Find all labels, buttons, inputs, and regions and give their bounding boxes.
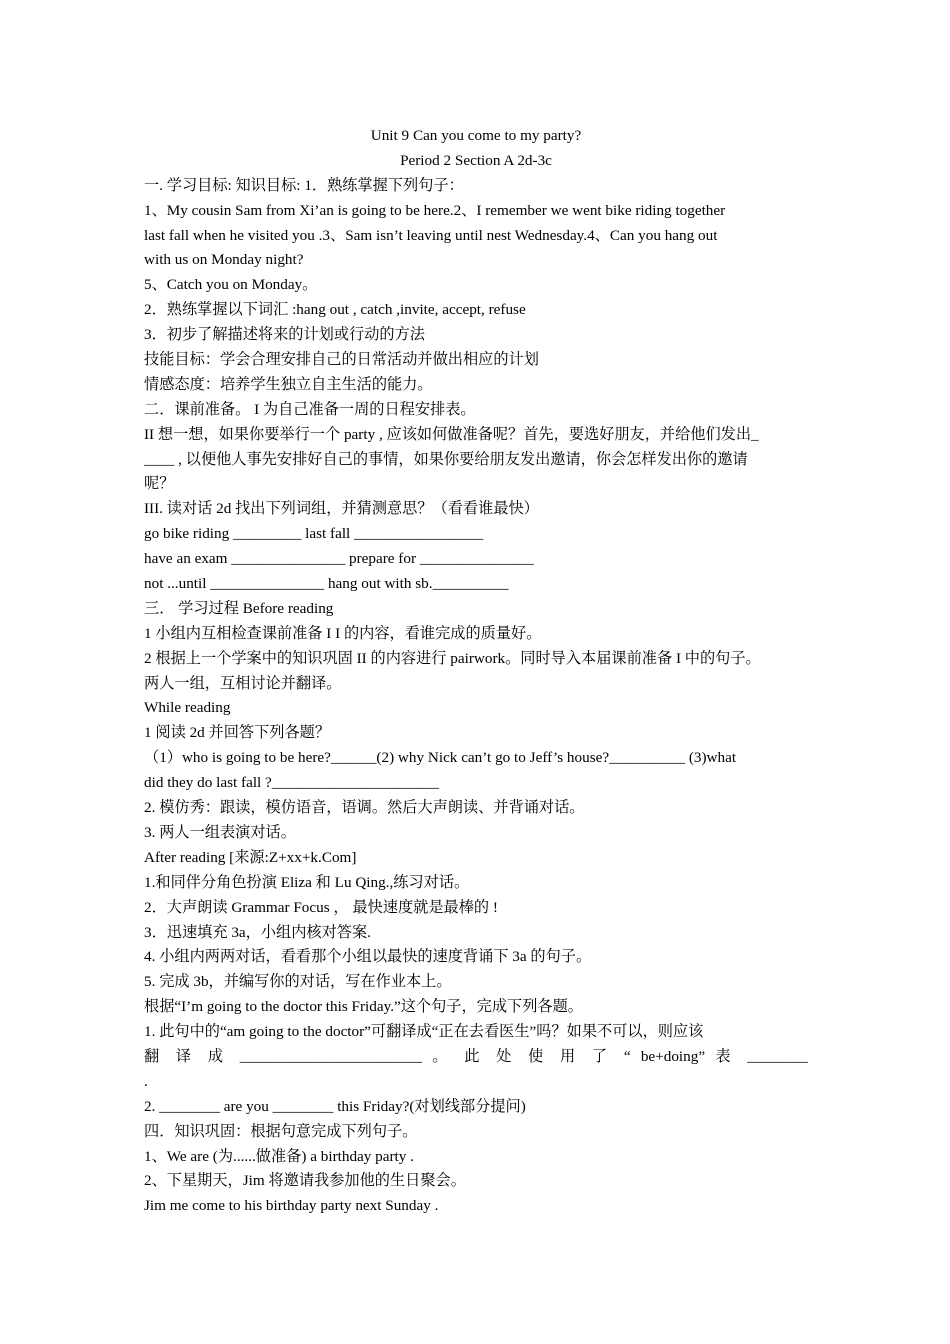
doc-line: 四．知识巩固：根据句意完成下列句子。 (144, 1122, 418, 1140)
doc-line: did they do last fall ?______________________ (144, 774, 439, 792)
doc-line: 1、We are (为......做准备) a birthday party . (144, 1147, 414, 1165)
doc-line: 3．初步了解描述将来的计划或行动的方法 (144, 326, 425, 344)
doc-line: 1、My cousin Sam from Xi’an is going to be here.2、I remember we went bike riding together (144, 201, 726, 219)
doc-line: 2、下星期天，Jim 将邀请我参加他的生日聚会。 (144, 1172, 466, 1190)
doc-line: 5. 完成 3b，并编写你的对话，写在作业本上。 (144, 973, 452, 991)
doc-body (144, 174, 808, 1219)
doc-line: 两人一组，互相讨论并翻译。 (144, 674, 342, 692)
doc-line: Jim me come to his birthday party next Sunday . (144, 1197, 439, 1215)
doc-line: 2. ________ are you ________ this Friday?(对划线部分提问) (144, 1097, 526, 1115)
doc-line: 一. 学习目标: 知识目标: 1．熟练掌握下列句子： (144, 176, 464, 194)
doc-title: Unit 9 Can you come to my party? (370, 127, 582, 144)
doc-line: While reading (144, 699, 231, 717)
doc-line: with us on Monday night? (144, 251, 304, 269)
doc-line: not ...until _______________ hang out with sb.__________ (144, 575, 509, 593)
doc-line: III. 读对话 2d 找出下列词组，并猜测意思？（看看谁最快） (144, 500, 539, 518)
doc-line: . (144, 1072, 148, 1090)
doc-line: 1. 此句中的“am going to the doctor”可翻译成“正在去看医生”吗？如果不可以，则应该 (144, 1023, 704, 1041)
doc-line: 2. 模仿秀：跟读，模仿语音，语调。然后大声朗读、并背诵对话。 (144, 799, 585, 817)
doc-line: last fall when he visited you .3、Sam isn’t leaving until nest Wednesday.4、Can you hang out (144, 226, 718, 244)
doc-line: 三． 学习过程 Before reading (144, 599, 334, 617)
doc-line: 1.和同伴分角色扮演 Eliza 和 Lu Qing.,练习对话。 (144, 873, 470, 891)
doc-line: 5、Catch you on Monday。 (144, 276, 318, 294)
doc-line: 2 根据上一个学案中的知识巩固 II 的内容进行 pairwork。同时导入本届课前准备 I 中的句子。 (144, 649, 761, 667)
doc-line: 2．熟练掌握以下词汇 :hang out , catch ,invite, accept, refuse (144, 301, 526, 319)
doc-subtitle: Period 2 Section A 2d-3c (400, 151, 552, 169)
doc-line: ____ , 以便他人事先安排好自己的事情，如果你要给朋友发出邀请，你会怎样发出你的邀请 (144, 450, 748, 468)
doc-line: 呢？ (144, 475, 175, 493)
doc-line: 1 阅读 2d 并回答下列各题？ (144, 724, 331, 742)
doc-line: 情感态度：培养学生独立自主生活的能力。 (144, 375, 433, 393)
doc-line: go bike riding _________ last fall _________________ (144, 525, 484, 543)
doc-line: II 想一想，如果你要举行一个 party , 应该如何做准备呢？首先，要选好朋友，并给他们发出_ (144, 425, 759, 443)
document-page (144, 124, 808, 1219)
doc-line: have an exam _______________ prepare for _______________ (144, 550, 534, 568)
doc-line: 4. 小组内两两对话，看看那个小组以最快的速度背诵下 3a 的句子。 (144, 948, 592, 966)
doc-line: 技能目标：学会合理安排自己的日常活动并做出相应的计划 (144, 351, 539, 369)
doc-line: 2．大声朗读 Grammar Focus ， 最快速度就是最棒的 ! (144, 898, 498, 916)
doc-line: 二．课前准备。 I 为自己准备一周的日程安排表。 (144, 400, 476, 418)
doc-line: 1 小组内互相检查课前准备 I I 的内容，看谁完成的质量好。 (144, 624, 542, 642)
doc-line: After reading [来源:Z+xx+k.Com] (144, 848, 357, 866)
doc-line: 根据“I’m going to the doctor this Friday.”这个句子，完成下列各题。 (144, 998, 583, 1016)
doc-line: 3．迅速填充 3a，小组内核对答案. (144, 923, 371, 941)
doc-line: （1）who is going to be here?______(2) why Nick can’t go to Jeff’s house?__________ (3)what (144, 749, 737, 767)
doc-line: 翻 译 成 ________________________ 。 此 处 使 用 了 “ be+doing” 表 ________ (144, 1047, 808, 1065)
doc-line: 3. 两人一组表演对话。 (144, 823, 296, 841)
